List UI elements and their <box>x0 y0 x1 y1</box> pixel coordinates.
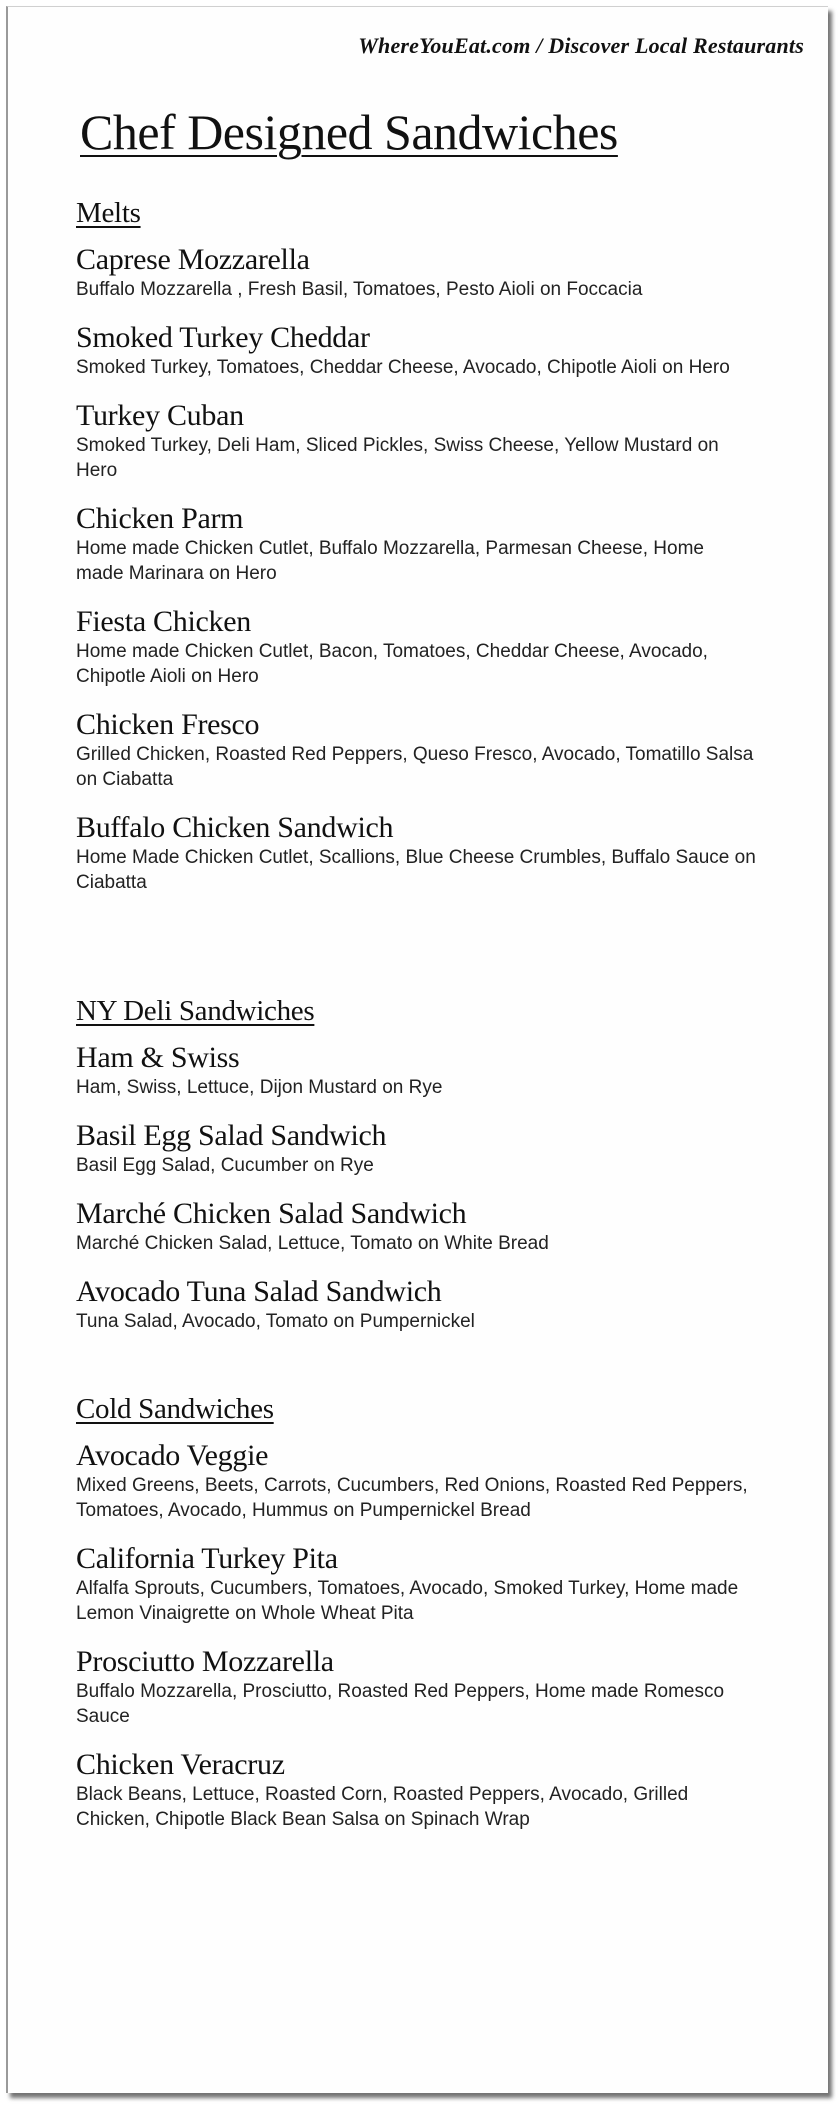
menu-item <box>76 1120 776 1178</box>
section-heading: NY Deli Sandwiches <box>76 995 315 1027</box>
item-name: Fiesta Chicken <box>76 605 251 638</box>
item-description: Smoked Turkey, Deli Ham, Sliced Pickles, Swiss Cheese, Yellow Mustard on Hero <box>76 435 719 481</box>
menu-item <box>76 1198 776 1256</box>
item-name: Avocado Veggie <box>76 1439 269 1472</box>
item-name: California Turkey Pita <box>76 1542 338 1575</box>
item-description: Marché Chicken Salad, Lettuce, Tomato on White Bread <box>76 1233 549 1254</box>
item-name: Marché Chicken Salad Sandwich <box>76 1197 467 1230</box>
section-cold <box>76 1393 776 1852</box>
item-description: Buffalo Mozzarella, Prosciutto, Roasted Red Peppers, Home made Romesco Sauce <box>76 1681 725 1727</box>
item-description: Mixed Greens, Beets, Carrots, Cucumbers, Red Onions, Roasted Red Peppers, Tomatoes, Avocado, Hummus on Pumpernickel Bread <box>76 1475 748 1521</box>
section-melts <box>76 197 776 915</box>
item-description: Ham, Swiss, Lettuce, Dijon Mustard on Rye <box>76 1077 443 1098</box>
site-watermark: WhereYouEat.com / Discover Local Restaurants <box>358 33 804 58</box>
item-name: Turkey Cuban <box>76 399 244 432</box>
item-name: Chicken Veracruz <box>76 1748 285 1781</box>
item-name: Smoked Turkey Cheddar <box>76 321 370 354</box>
menu-item <box>76 400 776 483</box>
menu-item <box>76 606 776 689</box>
item-name: Prosciutto Mozzarella <box>76 1645 334 1678</box>
item-description: Home made Chicken Cutlet, Bacon, Tomatoes, Cheddar Cheese, Avocado, Chipotle Aioli on Hero <box>76 641 708 687</box>
section-ny-deli <box>76 995 776 1354</box>
item-description: Smoked Turkey, Tomatoes, Cheddar Cheese, Avocado, Chipotle Aioli on Hero <box>76 357 730 378</box>
item-name: Chicken Parm <box>76 502 244 535</box>
page-title: Chef Designed Sandwiches <box>80 104 618 160</box>
menu-item <box>76 1440 776 1523</box>
menu-item <box>76 1276 776 1334</box>
item-name: Basil Egg Salad Sandwich <box>76 1119 387 1152</box>
menu-item <box>76 812 776 895</box>
menu-item <box>76 1749 776 1832</box>
menu-item <box>76 1042 776 1100</box>
section-heading: Cold Sandwiches <box>76 1393 274 1425</box>
item-name: Caprese Mozzarella <box>76 243 310 276</box>
item-description: Buffalo Mozzarella , Fresh Basil, Tomatoes, Pesto Aioli on Foccacia <box>76 279 643 300</box>
item-description: Home Made Chicken Cutlet, Scallions, Blue Cheese Crumbles, Buffalo Sauce on Ciabatta <box>76 847 756 893</box>
item-description: Basil Egg Salad, Cucumber on Rye <box>76 1155 374 1176</box>
menu-item <box>76 709 776 792</box>
item-description: Black Beans, Lettuce, Roasted Corn, Roasted Peppers, Avocado, Grilled Chicken, Chipotle Black Bean Salsa on Spinach Wrap <box>76 1784 689 1830</box>
item-name: Avocado Tuna Salad Sandwich <box>76 1275 442 1308</box>
item-description: Alfalfa Sprouts, Cucumbers, Tomatoes, Avocado, Smoked Turkey, Home made Lemon Vinaigrette on Whole Wheat Pita <box>76 1578 739 1624</box>
item-description: Grilled Chicken, Roasted Red Peppers, Queso Fresco, Avocado, Tomatillo Salsa on Ciabatta <box>76 744 754 790</box>
section-heading: Melts <box>76 197 141 229</box>
item-description: Home made Chicken Cutlet, Buffalo Mozzarella, Parmesan Cheese, Home made Marinara on Hero <box>76 538 704 584</box>
item-name: Ham & Swiss <box>76 1041 240 1074</box>
menu-item <box>76 1646 776 1729</box>
item-name: Buffalo Chicken Sandwich <box>76 811 394 844</box>
item-description: Tuna Salad, Avocado, Tomato on Pumpernickel <box>76 1311 475 1332</box>
menu-item <box>76 244 776 302</box>
menu-item <box>76 503 776 586</box>
menu-item <box>76 1543 776 1626</box>
item-name: Chicken Fresco <box>76 708 260 741</box>
menu-page <box>6 6 828 2093</box>
menu-item <box>76 322 776 380</box>
